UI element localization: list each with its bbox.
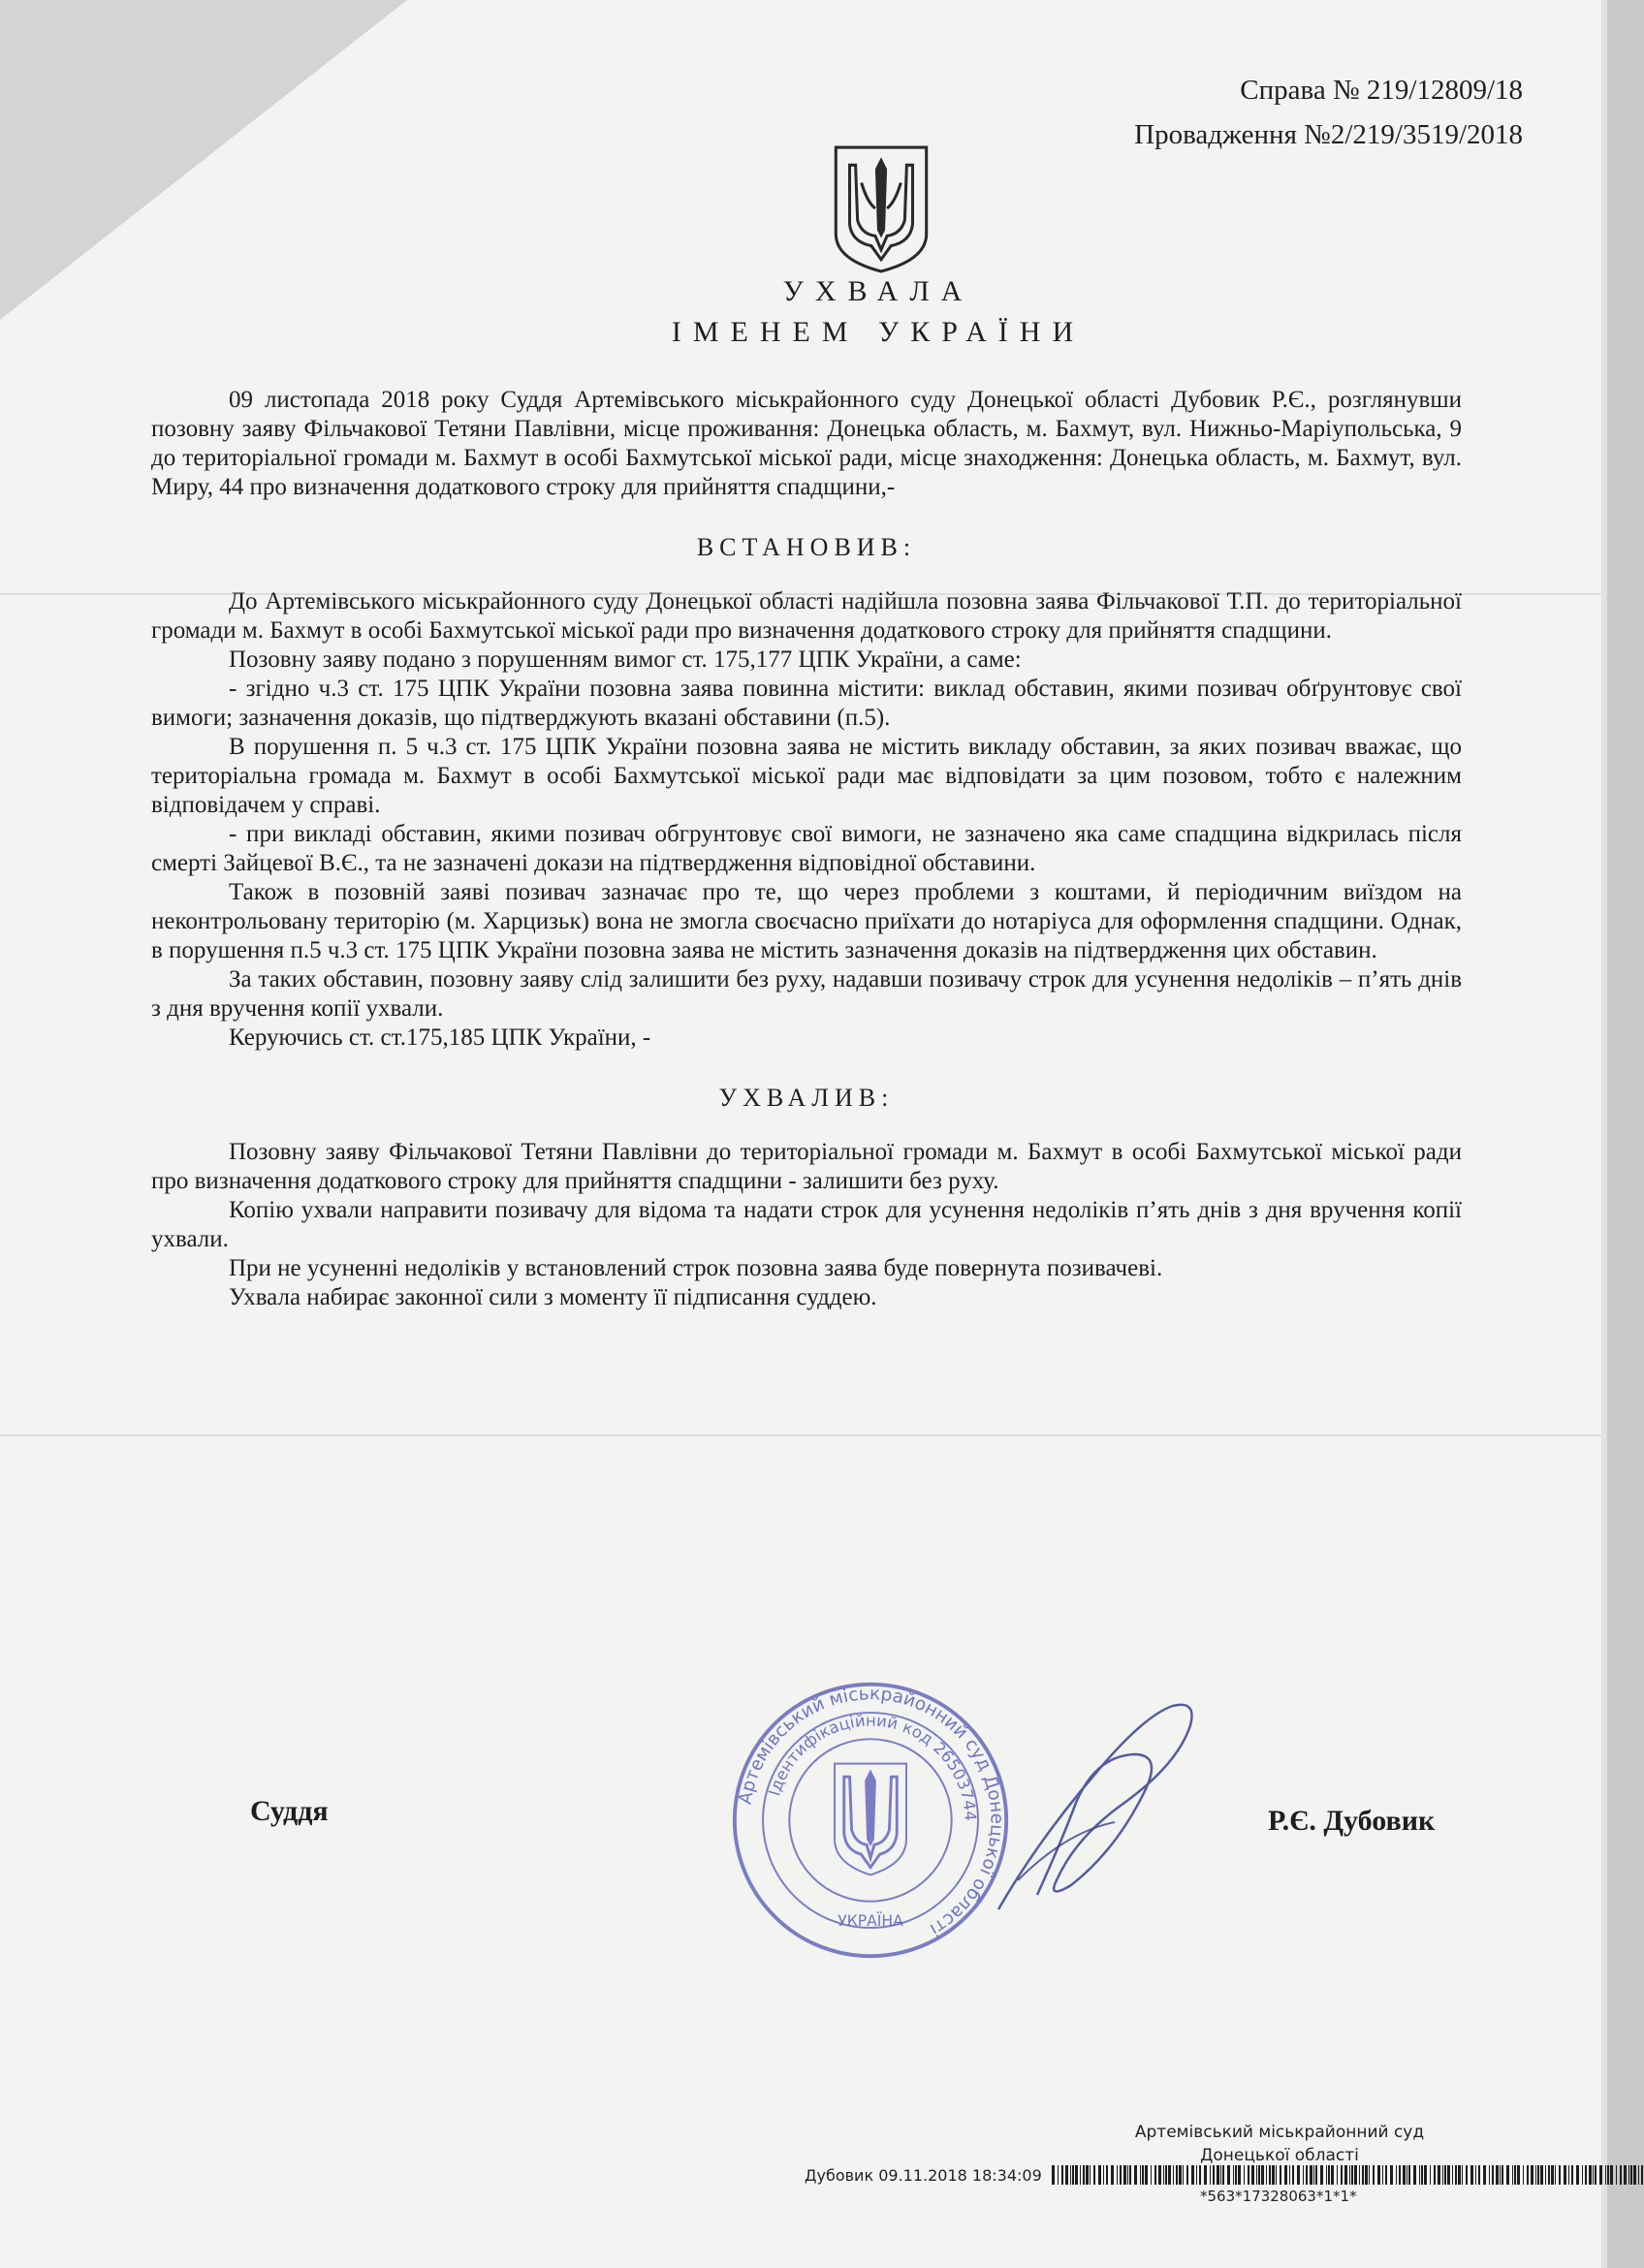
barcode-bar — [1272, 2165, 1275, 2185]
barcode-bar — [1535, 2165, 1536, 2185]
barcode-bar — [1052, 2165, 1055, 2185]
established-paragraph: Позовну заяву подано з порушенням вимог ст. 175,177 ЦПК України, а саме: — [229, 646, 1022, 673]
barcode-bar — [1492, 2165, 1494, 2185]
barcode-bar — [1349, 2165, 1350, 2185]
barcode-bar — [1470, 2165, 1473, 2185]
barcode-bar — [1466, 2165, 1468, 2185]
barcode-bar — [1551, 2165, 1554, 2185]
barcode-bar — [1455, 2165, 1457, 2185]
barcode-bar — [1176, 2165, 1178, 2185]
barcode-bar — [1165, 2165, 1167, 2185]
barcode-bar — [1326, 2165, 1327, 2185]
barcode-bar — [1303, 2165, 1304, 2185]
barcode-bar — [1251, 2165, 1254, 2185]
barcode-bar — [1633, 2165, 1636, 2185]
barcode-bar — [1545, 2165, 1546, 2185]
ruled-paragraph: Ухвала набирає законної сили з моменту її підписання суддею. — [229, 1284, 877, 1310]
barcode-bar — [1506, 2165, 1509, 2185]
ruled-heading: УХВАЛИВ: — [718, 1084, 895, 1112]
barcode-bar — [1582, 2165, 1583, 2185]
barcode-bar — [1620, 2165, 1622, 2185]
barcode-bar — [1537, 2165, 1539, 2185]
judge-role-label: Суддя — [250, 1795, 329, 1827]
barcode-bar — [1266, 2165, 1267, 2185]
barcode-bar — [1517, 2165, 1520, 2185]
barcode-bar — [1258, 2165, 1260, 2185]
barcode-bar — [1183, 2165, 1184, 2185]
barcode-bar — [1090, 2165, 1091, 2185]
barcode-bar — [1396, 2165, 1397, 2185]
barcode-bar — [1385, 2165, 1387, 2185]
barcode-bar — [1103, 2165, 1104, 2185]
barcode-bar — [1555, 2165, 1556, 2185]
barcode-bar — [1478, 2165, 1480, 2185]
barcode-bar — [1080, 2165, 1081, 2185]
barcode-bar — [1306, 2165, 1308, 2185]
barcode-bar — [1408, 2165, 1410, 2185]
barcode-bar — [1527, 2165, 1529, 2185]
established-paragraph: За таких обставин, позовну заяву слід залишити без руху, надавши позивачу строк для усунення недоліків – п’ять днів з дня вручення копії ухвали. — [151, 966, 1462, 1022]
proceeding-number: Провадження №2/219/3519/2018 — [1134, 119, 1523, 150]
barcode-bar — [1297, 2165, 1300, 2185]
barcode-bar — [1589, 2165, 1592, 2185]
barcode-bar — [1354, 2165, 1357, 2185]
barcode-bar — [1607, 2165, 1609, 2185]
barcode-bar — [1362, 2165, 1364, 2185]
court-seal-stamp — [729, 1679, 1012, 1962]
barcode-bar — [1199, 2165, 1201, 2185]
barcode-bar — [1217, 2165, 1219, 2185]
barcode-bar — [1117, 2165, 1118, 2185]
barcode-bar — [1365, 2165, 1368, 2185]
barcode-bar — [1186, 2165, 1188, 2185]
barcode-bar — [1142, 2165, 1144, 2185]
barcode-bar — [1158, 2165, 1161, 2185]
barcode-bar — [1210, 2165, 1211, 2185]
barcode-bar — [1106, 2165, 1108, 2185]
barcode-bar — [1413, 2165, 1416, 2185]
barcode-bar — [1227, 2165, 1230, 2185]
barcode-bar — [1641, 2165, 1643, 2185]
barcode-bar — [1523, 2165, 1524, 2185]
barcode-bar — [1070, 2165, 1071, 2185]
barcode-bar — [1129, 2165, 1131, 2185]
barcode-bar — [1548, 2165, 1550, 2185]
barcode-bar — [1341, 2165, 1343, 2185]
barcode-bar — [1483, 2165, 1486, 2185]
barcode-bar — [1571, 2165, 1573, 2185]
document-title: УХВАЛА — [782, 275, 974, 307]
court-name-line2: Донецької області — [1200, 2146, 1359, 2165]
established-paragraph: Керуючись ст. ст.175,185 ЦПК України, - — [229, 1024, 651, 1051]
barcode-bar — [1145, 2165, 1148, 2185]
barcode-bar — [1173, 2165, 1174, 2185]
trident-emblem-icon — [832, 143, 931, 273]
page-fold-shadow — [0, 0, 407, 320]
barcode-code: *563*17328063*1*1* — [1200, 2188, 1357, 2205]
barcode-bar — [1496, 2165, 1499, 2185]
barcode-bar — [1599, 2165, 1602, 2185]
barcode-bar — [1377, 2165, 1380, 2185]
barcode-bar — [1191, 2165, 1194, 2185]
barcode-bar — [1514, 2165, 1516, 2185]
barcode-row — [805, 2164, 1644, 2186]
barcode-bar — [1072, 2165, 1074, 2185]
barcode-bar — [1127, 2165, 1128, 2185]
barcode-bar — [1168, 2165, 1171, 2185]
barcode-bar — [1134, 2165, 1137, 2185]
ruling-body — [151, 386, 1462, 1312]
barcode-bar — [1093, 2165, 1095, 2185]
barcode-bar — [1256, 2165, 1257, 2185]
barcode-bar — [1458, 2165, 1461, 2185]
barcode-bar — [1179, 2165, 1182, 2185]
established-paragraph: Також в позовній заяві позивач зазначає про те, що через проблеми з коштами, й періодичним виїздом на неконтрольовану територію (м. Харцизьк) вона не змогла своєчасно приїхати до нотаріуса для оформлення спадщини. Однак, в порушення п.5 ч.3 ст. 175 ЦПК України позовна заява не містить зазначення доказів на підтвердження цих обставин. — [151, 879, 1462, 963]
barcode-bar — [1284, 2165, 1287, 2185]
barcode-bar — [1140, 2165, 1141, 2185]
barcode-bar — [1261, 2165, 1264, 2185]
barcode-bar — [1373, 2165, 1375, 2185]
barcode-bar — [1421, 2165, 1423, 2185]
barcode-bar — [1328, 2165, 1330, 2185]
barcode-bar — [1220, 2165, 1221, 2185]
barcode-bar — [1331, 2165, 1334, 2185]
court-name-line1: Артемівський міськрайонний суд — [1134, 2123, 1425, 2142]
barcode-bar — [1075, 2165, 1078, 2185]
barcode-bar — [1399, 2165, 1401, 2185]
barcode-bar — [1359, 2165, 1360, 2185]
barcode-bar — [1434, 2165, 1436, 2185]
barcode-bar — [1204, 2165, 1207, 2185]
barcode-bar — [1196, 2165, 1197, 2185]
barcode-bar — [1585, 2165, 1587, 2185]
ruled-paragraph: При не усуненні недоліків у встановлений строк позовна заява буде повернута позивачеві. — [229, 1255, 1163, 1281]
established-heading: ВСТАНОВИВ: — [696, 533, 917, 561]
stamp-bottom-text: УКРАЇНА — [838, 1912, 903, 1931]
barcode-bar — [1447, 2165, 1450, 2185]
barcode-bar — [1244, 2165, 1245, 2185]
barcode-bar — [1123, 2165, 1126, 2185]
barcode-bar — [1151, 2165, 1152, 2185]
barcode-bar — [1595, 2165, 1597, 2185]
barcode-bar — [1238, 2165, 1241, 2185]
barcode-bar — [1111, 2165, 1114, 2185]
barcode-bar — [1638, 2165, 1639, 2185]
stamp-inner-text: Ідентифікаційний код 26503744 — [765, 1711, 980, 1822]
barcode-bar — [1430, 2165, 1431, 2185]
barcode-bar — [1568, 2165, 1569, 2185]
barcode-bar — [1292, 2165, 1294, 2185]
barcode-bar — [1058, 2165, 1059, 2185]
barcode-bar — [1424, 2165, 1427, 2185]
paper-crease — [0, 1434, 1601, 1436]
barcode-bar — [1605, 2165, 1606, 2185]
barcode-bar — [1616, 2165, 1617, 2185]
barcode-bar — [1610, 2165, 1613, 2185]
barcode-bar — [1320, 2165, 1323, 2185]
established-paragraph: В порушення п. 5 ч.3 ст. 175 ЦПК України позовна заява не містить викладу обставин, за яких позивач вважає, що територіальна громада м. Бахмут в особі Бахмутської міської ради має відповідати за цим позовом, тобто є належним відповідачем у справі. — [151, 734, 1462, 818]
barcode-bar — [1276, 2165, 1277, 2185]
judge-signature — [979, 1686, 1202, 1919]
barcode-bar — [1564, 2165, 1566, 2185]
electronic-court-mark — [1105, 2121, 1454, 2167]
barcode-bar — [1120, 2165, 1122, 2185]
barcode-bar — [1438, 2165, 1440, 2185]
barcode-bar — [1444, 2165, 1446, 2185]
barcode-bar — [1559, 2165, 1561, 2185]
barcode-bar — [1462, 2165, 1463, 2185]
barcode-bar — [1222, 2165, 1224, 2185]
barcode-bar — [1475, 2165, 1476, 2185]
barcode-bar — [1280, 2165, 1281, 2185]
barcode-bar — [1337, 2165, 1338, 2185]
barcode-bar — [1213, 2165, 1215, 2185]
barcode-bar — [1086, 2165, 1089, 2185]
stamp-outer-text: Артемівський міськрайонний суд Донецької області — [735, 1684, 1007, 1940]
barcode-bar — [1593, 2165, 1594, 2185]
barcode-bar — [1083, 2165, 1085, 2185]
ruled-paragraph: Позовну заяву Фільчакової Тетяни Павлівни до територіальної громади м. Бахмут в особі Бахмутської міської ради про визначення додаткового строку для прийняття спадщини - залишити без руху. — [151, 1139, 1462, 1194]
established-paragraph: - при викладі обставин, якими позивач обгрунтовує свої вимоги, не зазначено яка саме спадщина відкрилась після смерті Зайцевої В.Є., та не зазначені докази на підтвердження відповідної обставини. — [151, 821, 1462, 876]
barcode-bar — [1369, 2165, 1370, 2185]
barcode-bar — [1403, 2165, 1406, 2185]
document-barcode — [1052, 2165, 1644, 2185]
established-paragraph: - згідно ч.3 ст. 175 ЦПК України позовна заява повинна містити: виклад обставин, якими позивач обґрунтовує свої вимоги; зазначення доказів, що підтверджують вказані обставини (п.5). — [151, 676, 1462, 731]
barcode-bar — [1248, 2165, 1249, 2185]
case-number: Справа № 219/12809/18 — [1240, 75, 1523, 106]
barcode-bar — [1540, 2165, 1543, 2185]
barcode-bar — [1154, 2165, 1156, 2185]
barcode-bar — [1500, 2165, 1501, 2185]
ruled-paragraph: Копію ухвали направити позивачу для відома та надати строк для усунення недоліків п’ять днів з дня вручення копії ухвали. — [151, 1197, 1462, 1252]
barcode-bar — [1098, 2165, 1101, 2185]
barcode-bar — [1502, 2165, 1503, 2185]
barcode-bar — [1310, 2165, 1312, 2185]
barcode-bar — [1289, 2165, 1290, 2185]
case-number-block — [1134, 68, 1523, 157]
barcode-bar — [1235, 2165, 1237, 2185]
barcode-bar — [1344, 2165, 1347, 2185]
established-paragraph: До Артемівського міськрайонного суду Донецької області надійшла позовна заява Фільчакової Т.П. до територіальної громади м. Бахмут в особі Бахмутської міської ради про визначення додаткового строку для прийняття спадщини. — [151, 588, 1462, 644]
barcode-bar — [1061, 2165, 1063, 2185]
barcode-bar — [1419, 2165, 1420, 2185]
barcode-bar — [1489, 2165, 1490, 2185]
barcode-bar — [1065, 2165, 1068, 2185]
barcode-bar — [1351, 2165, 1353, 2185]
barcode-bar — [1382, 2165, 1383, 2185]
barcode-bar — [1442, 2165, 1443, 2185]
barcode-bar — [1512, 2165, 1513, 2185]
barcode-bar — [1531, 2165, 1533, 2185]
barcode-bar — [1624, 2165, 1627, 2185]
barcode-bar — [1315, 2165, 1317, 2185]
intro-paragraph: 09 листопада 2018 року Суддя Артемівського міськрайонного суду Донецької області Дубовик Р.Є., розглянувши позовну заяву Фільчакової Тетяни Павлівни, місце проживання: Донецька область, м. Бахмут, вул. Нижньо-Маріупольська, 9 до територіальної громади м. Бахмут в особі Бахмутської міської ради, місце знаходження: Донецька область, м. Бахмут, вул. Миру, 44 про визначення додаткового строку для прийняття спадщини,- — [151, 387, 1462, 500]
barcode-bar — [1630, 2165, 1632, 2185]
barcode-bar — [1269, 2165, 1271, 2185]
barcode-bar — [1233, 2165, 1234, 2185]
judge-name: Р.Є. Дубовик — [1268, 1805, 1436, 1837]
barcode-caption: Дубовик 09.11.2018 18:34:09 — [805, 2165, 1042, 2185]
barcode-bar — [1163, 2165, 1164, 2185]
barcode-bar — [1452, 2165, 1453, 2185]
barcode-bar — [1313, 2165, 1314, 2185]
barcode-bar — [1390, 2165, 1393, 2185]
barcode-bar — [1576, 2165, 1579, 2185]
document-subtitle: ІМЕНЕМ УКРАЇНИ — [671, 316, 1086, 348]
barcode-bar — [1628, 2165, 1629, 2185]
